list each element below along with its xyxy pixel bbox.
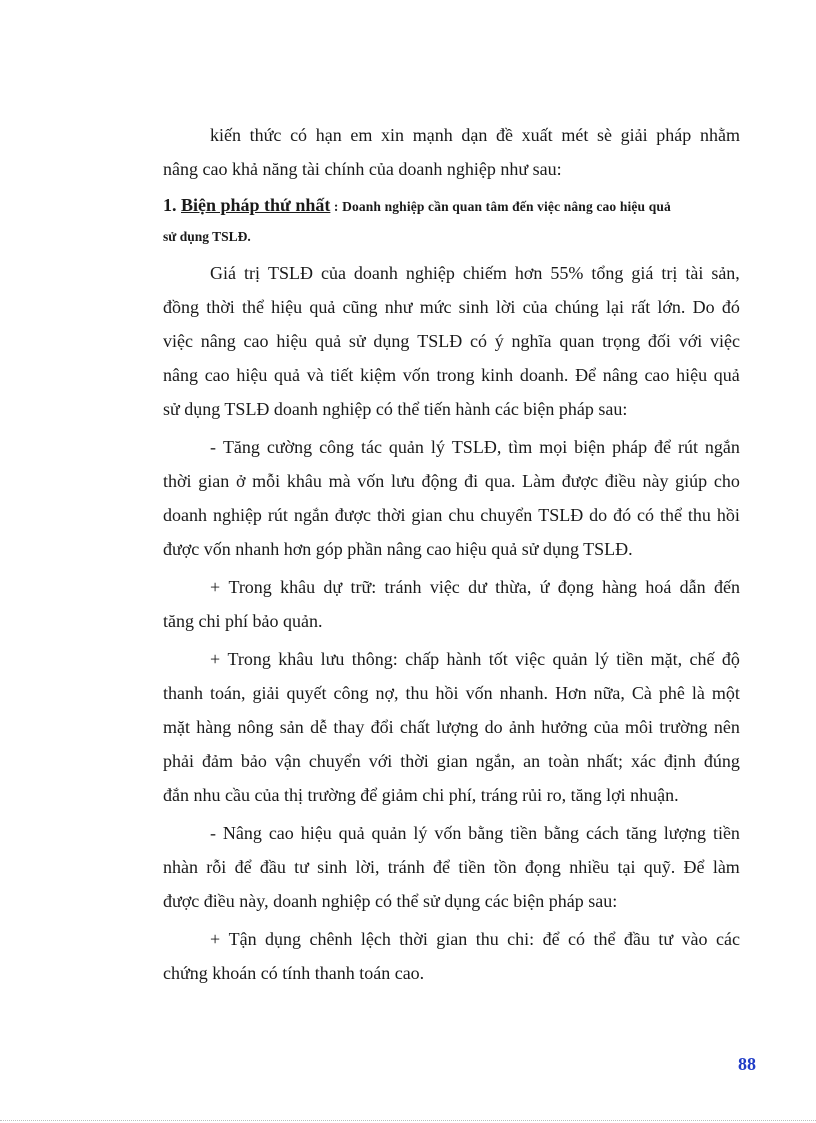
word: xác: [630, 751, 656, 771]
word: quản: [552, 649, 588, 669]
word: thời: [163, 471, 192, 491]
p6-line-1: [163, 922, 740, 956]
word: tư: [294, 857, 309, 877]
word: lượng: [663, 823, 707, 843]
word: nâng: [163, 365, 198, 385]
word: xin: [381, 125, 405, 145]
word: nữa,: [593, 683, 625, 703]
word: bằng: [544, 823, 580, 843]
word: em: [350, 125, 373, 145]
word: dụng: [373, 331, 410, 351]
word: chúng: [554, 297, 599, 317]
word: chuyển: [308, 751, 361, 771]
word: pháp: [656, 125, 692, 145]
word: ảnh: [508, 717, 535, 737]
word: thu: [475, 929, 499, 949]
p6-line-2: chứng khoán có tính thanh toán cao.: [163, 963, 425, 983]
word: Tăng: [222, 437, 260, 457]
word: cho: [713, 471, 740, 491]
word: hiệu: [271, 297, 303, 317]
word: mét: [561, 125, 589, 145]
word: gian: [436, 751, 468, 771]
word: thu: [687, 505, 711, 525]
word: chế: [689, 649, 715, 669]
p1-line-3: [163, 324, 740, 358]
word: nông: [237, 717, 274, 737]
p1-line-1: [163, 256, 740, 290]
word: khâu: [280, 577, 316, 597]
word: tiền: [712, 823, 740, 843]
word: định: [663, 751, 696, 771]
word: quả: [274, 365, 301, 385]
word: dư: [468, 577, 487, 597]
word: cường: [266, 437, 313, 457]
word: tác: [361, 437, 382, 457]
word: ứ: [539, 577, 550, 597]
section-heading: [163, 188, 740, 222]
word: thông:: [351, 649, 398, 669]
word: tìm: [508, 437, 533, 457]
word: khâu: [278, 649, 314, 669]
word: cách: [585, 823, 619, 843]
page-body: [163, 118, 740, 990]
word: chi:: [507, 929, 535, 949]
word: sè: [596, 125, 612, 145]
word: rất: [631, 297, 651, 317]
word: kinh: [481, 365, 514, 385]
word: lưu: [391, 471, 415, 491]
p4-line-3: [163, 710, 740, 744]
word: tránh: [387, 857, 425, 877]
word: mạnh: [412, 125, 453, 145]
word: trị: [661, 263, 678, 283]
word: quản: [371, 823, 407, 843]
word: cao: [204, 365, 230, 385]
word: thanh: [163, 683, 203, 703]
word: -: [210, 437, 216, 457]
word: rỗi: [206, 857, 227, 877]
word: ở: [235, 471, 246, 491]
word: mọi: [539, 437, 568, 457]
word: lời,: [355, 857, 380, 877]
word: đảm: [201, 751, 233, 771]
word: sản: [279, 717, 304, 737]
page-number: 88: [738, 1054, 756, 1074]
word: chất: [399, 717, 430, 737]
word: quyết: [286, 683, 327, 703]
word: toán,: [210, 683, 246, 703]
word: doanh.: [519, 365, 569, 385]
word: bảo: [240, 751, 267, 771]
word: sản,: [711, 263, 740, 283]
word: đọng: [557, 577, 594, 597]
word: để: [654, 437, 672, 457]
word: đó: [721, 297, 740, 317]
word: hồi: [716, 505, 740, 525]
word: đúng: [703, 751, 740, 771]
word: vận: [274, 751, 301, 771]
p2-line-2: [163, 464, 740, 498]
word: hàng: [196, 717, 232, 737]
word: hoá: [645, 577, 672, 597]
word: được: [561, 471, 599, 491]
word: một: [711, 683, 740, 703]
word: lệch: [360, 929, 391, 949]
heading-description: : Doanh nghiệp cần quan tâm đến việc nâng cao hiệu quả: [330, 199, 671, 214]
word: giá: [631, 263, 654, 283]
p1-line-4: [163, 358, 740, 392]
word: nhanh.: [499, 683, 549, 703]
word: lý: [413, 823, 428, 843]
word: sử: [348, 331, 366, 351]
word: tài: [685, 263, 704, 283]
word: kiệm: [360, 365, 397, 385]
word: để: [433, 857, 451, 877]
word: TSLĐ: [267, 263, 313, 283]
word: xuất: [521, 125, 553, 145]
word: qua.: [484, 471, 516, 491]
word: trường: [659, 717, 708, 737]
word: tiết: [330, 365, 354, 385]
word: nhằm: [699, 125, 740, 145]
word: quan: [559, 331, 595, 351]
word: giải: [252, 683, 280, 703]
word: việc: [163, 331, 193, 351]
word: tốt: [488, 649, 508, 669]
word: toàn: [548, 751, 580, 771]
word: +: [210, 929, 221, 949]
word: tiền: [458, 857, 486, 877]
word: doanh: [353, 263, 398, 283]
p5-line-1: [163, 816, 740, 850]
word: hiệu: [236, 365, 268, 385]
word: tăng: [625, 823, 657, 843]
word: TSLĐ,: [451, 437, 502, 457]
word: doanh: [163, 505, 207, 525]
word: lớn.: [657, 297, 686, 317]
word: để: [542, 929, 560, 949]
word: tổng: [591, 263, 624, 283]
word: được: [334, 505, 372, 525]
word: mặt,: [650, 649, 683, 669]
word: đồng: [163, 297, 199, 317]
word: mặt: [163, 717, 190, 737]
p2-line-4: được vốn nhanh hơn góp phần nâng cao hiệu quả sử dụng TSLĐ.: [163, 539, 633, 559]
heading-continuation: sử dụng TSLĐ.: [163, 229, 251, 244]
word: thể: [241, 297, 264, 317]
word: rút: [677, 437, 698, 457]
word: thời: [206, 297, 235, 317]
word: bằng: [468, 823, 504, 843]
word: đối: [647, 331, 671, 351]
word: hành: [446, 649, 482, 669]
word: đó: [613, 505, 632, 525]
word: nên: [713, 717, 740, 737]
word: của: [522, 297, 548, 317]
word: công: [319, 437, 355, 457]
word: mức: [419, 297, 452, 317]
word: hưởng: [541, 717, 588, 737]
word: thời: [399, 929, 428, 949]
p5-line-3: được điều này, doanh nghiệp có thể sử dụng các biện pháp sau:: [163, 891, 618, 911]
word: động: [421, 471, 458, 491]
heading-title: Biện pháp thứ nhất: [181, 195, 331, 215]
word: 55%: [550, 263, 584, 283]
word: nghiệp: [405, 263, 455, 283]
word: vốn: [434, 823, 462, 843]
word: quả: [338, 823, 365, 843]
word: với: [678, 331, 703, 351]
word: Tận: [228, 929, 257, 949]
p4-line-1: [163, 642, 740, 676]
p2-line-3: [163, 498, 740, 532]
word: tồn: [493, 857, 517, 877]
word: thay: [333, 717, 365, 737]
word: này: [642, 471, 669, 491]
word: Để: [575, 365, 597, 385]
word: tiền: [616, 649, 644, 669]
word: chuyển: [480, 505, 533, 525]
word: pháp: [612, 437, 648, 457]
word: dạn: [461, 125, 488, 145]
word: thừa,: [495, 577, 532, 597]
word: vốn: [465, 683, 493, 703]
word: +: [210, 649, 221, 669]
word: quản: [388, 437, 424, 457]
word: quả: [713, 365, 740, 385]
word: hiệu: [676, 365, 708, 385]
word: thời: [376, 505, 406, 525]
word: vào: [681, 929, 708, 949]
word: Hơn: [555, 683, 587, 703]
word: đầu: [623, 929, 650, 949]
word: Trong: [227, 649, 271, 669]
word: chấp: [405, 649, 440, 669]
heading-number: 1.: [163, 195, 181, 215]
word: hiệu: [300, 823, 332, 843]
word: hạn: [315, 125, 342, 145]
word: thu: [405, 683, 429, 703]
word: chênh: [309, 929, 353, 949]
word: cao: [644, 365, 670, 385]
word: trong: [436, 365, 475, 385]
word: -: [210, 823, 216, 843]
word: TSLĐ: [538, 505, 584, 525]
word: do: [589, 505, 608, 525]
word: nhất;: [587, 751, 624, 771]
word: đầu: [259, 857, 286, 877]
word: hồi: [435, 683, 459, 703]
word: hơn: [514, 263, 543, 283]
word: thời: [400, 751, 429, 771]
word: và: [306, 365, 324, 385]
p1-line-5: sử dụng TSLĐ doanh nghiệp có thể tiến hành các biện pháp sau:: [163, 399, 628, 419]
word: trữ:: [350, 577, 377, 597]
word: hiệu: [276, 331, 308, 351]
p4-line-5: đắn nhu cầu của thị trường để giảm chi phí, tráng rủi ro, tăng lợi nhuận.: [163, 785, 679, 805]
word: sinh: [317, 857, 348, 877]
p2-line-1: [163, 430, 740, 464]
word: Do: [692, 297, 715, 317]
word: ngắn: [293, 505, 329, 525]
word: của: [320, 263, 346, 283]
word: tiền: [510, 823, 538, 843]
word: trọng: [602, 331, 641, 351]
p4-line-4: [163, 744, 740, 778]
word: mà: [328, 471, 351, 491]
word: quả: [315, 331, 342, 351]
word: có: [290, 125, 308, 145]
word: ngắn: [704, 437, 740, 457]
word: Trong: [228, 577, 272, 597]
word: thể: [593, 929, 616, 949]
word: thức: [249, 125, 282, 145]
word: việc: [515, 649, 546, 669]
word: quỹ.: [643, 857, 676, 877]
word: đổi: [370, 717, 394, 737]
word: lượng: [436, 717, 479, 737]
word: giúp: [675, 471, 708, 491]
word: chiếm: [462, 263, 507, 283]
word: nhiều: [569, 857, 610, 877]
word: ngắn,: [475, 751, 516, 771]
word: cũng: [342, 297, 378, 317]
word: sinh: [458, 297, 489, 317]
word: lại: [606, 297, 625, 317]
word: vốn: [402, 365, 430, 385]
word: thể: [659, 505, 682, 525]
word: lý: [430, 437, 445, 457]
word: lưu: [320, 649, 345, 669]
word: với: [368, 751, 393, 771]
word: công: [333, 683, 369, 703]
word: làm: [712, 857, 740, 877]
word: nghiệp: [212, 505, 262, 525]
word: có: [568, 929, 586, 949]
word: nghĩa: [511, 331, 552, 351]
word: tránh: [384, 577, 422, 597]
word: dụng: [265, 929, 302, 949]
word: đọng: [524, 857, 561, 877]
word: môi: [625, 717, 654, 737]
word: +: [210, 577, 221, 597]
word: của: [593, 717, 619, 737]
word: đến: [713, 577, 740, 597]
word: gian: [411, 505, 443, 525]
word: gian: [436, 929, 468, 949]
word: lời: [495, 297, 516, 317]
page-bottom-divider: [0, 1120, 816, 1121]
word: đề: [496, 125, 514, 145]
p4-line-2: [163, 676, 740, 710]
word: trị: [243, 263, 260, 283]
word: Cà: [631, 683, 652, 703]
p1-line-2: [163, 290, 740, 324]
word: biện: [574, 437, 606, 457]
word: gian: [198, 471, 230, 491]
word: là: [691, 683, 705, 703]
intro-line-2: nâng cao khả năng tài chính của doanh nghiệp như sau:: [163, 159, 562, 179]
word: giải: [620, 125, 648, 145]
word: cao: [243, 331, 269, 351]
word: lý: [594, 649, 609, 669]
word: Làm: [522, 471, 556, 491]
word: các: [715, 929, 740, 949]
word: do: [484, 717, 503, 737]
word: tư: [658, 929, 674, 949]
word: dễ: [310, 717, 328, 737]
word: nâng: [602, 365, 638, 385]
word: khâu: [286, 471, 322, 491]
word: quả: [309, 297, 336, 317]
word: mỗi: [252, 471, 281, 491]
word: việc: [429, 577, 460, 597]
word: đi: [464, 471, 479, 491]
word: vốn: [357, 471, 385, 491]
word: điều: [604, 471, 636, 491]
word: ý: [494, 331, 504, 351]
word: để: [234, 857, 252, 877]
word: có: [469, 331, 487, 351]
word: hàng: [602, 577, 638, 597]
word: Giá: [210, 263, 236, 283]
word: phê: [658, 683, 685, 703]
word: Để: [683, 857, 705, 877]
word: dự: [323, 577, 343, 597]
word: TSLĐ: [417, 331, 463, 351]
word: nợ,: [375, 683, 399, 703]
word: như: [384, 297, 413, 317]
p5-line-2: [163, 850, 740, 884]
word: việc: [710, 331, 740, 351]
word: rút: [267, 505, 288, 525]
word: nhàn: [163, 857, 198, 877]
intro-line-1: [163, 118, 740, 152]
word: Nâng: [222, 823, 262, 843]
p3-line-1: [163, 570, 740, 604]
word: cao: [268, 823, 294, 843]
word: nâng: [200, 331, 236, 351]
word: có: [637, 505, 655, 525]
word: độ: [721, 649, 740, 669]
word: dẫn: [679, 577, 706, 597]
word: phải: [163, 751, 194, 771]
word: an: [523, 751, 541, 771]
p3-line-2: tăng chi phí bảo quản.: [163, 611, 323, 631]
word: chu: [448, 505, 475, 525]
word: tại: [617, 857, 636, 877]
word: kiến: [210, 125, 241, 145]
